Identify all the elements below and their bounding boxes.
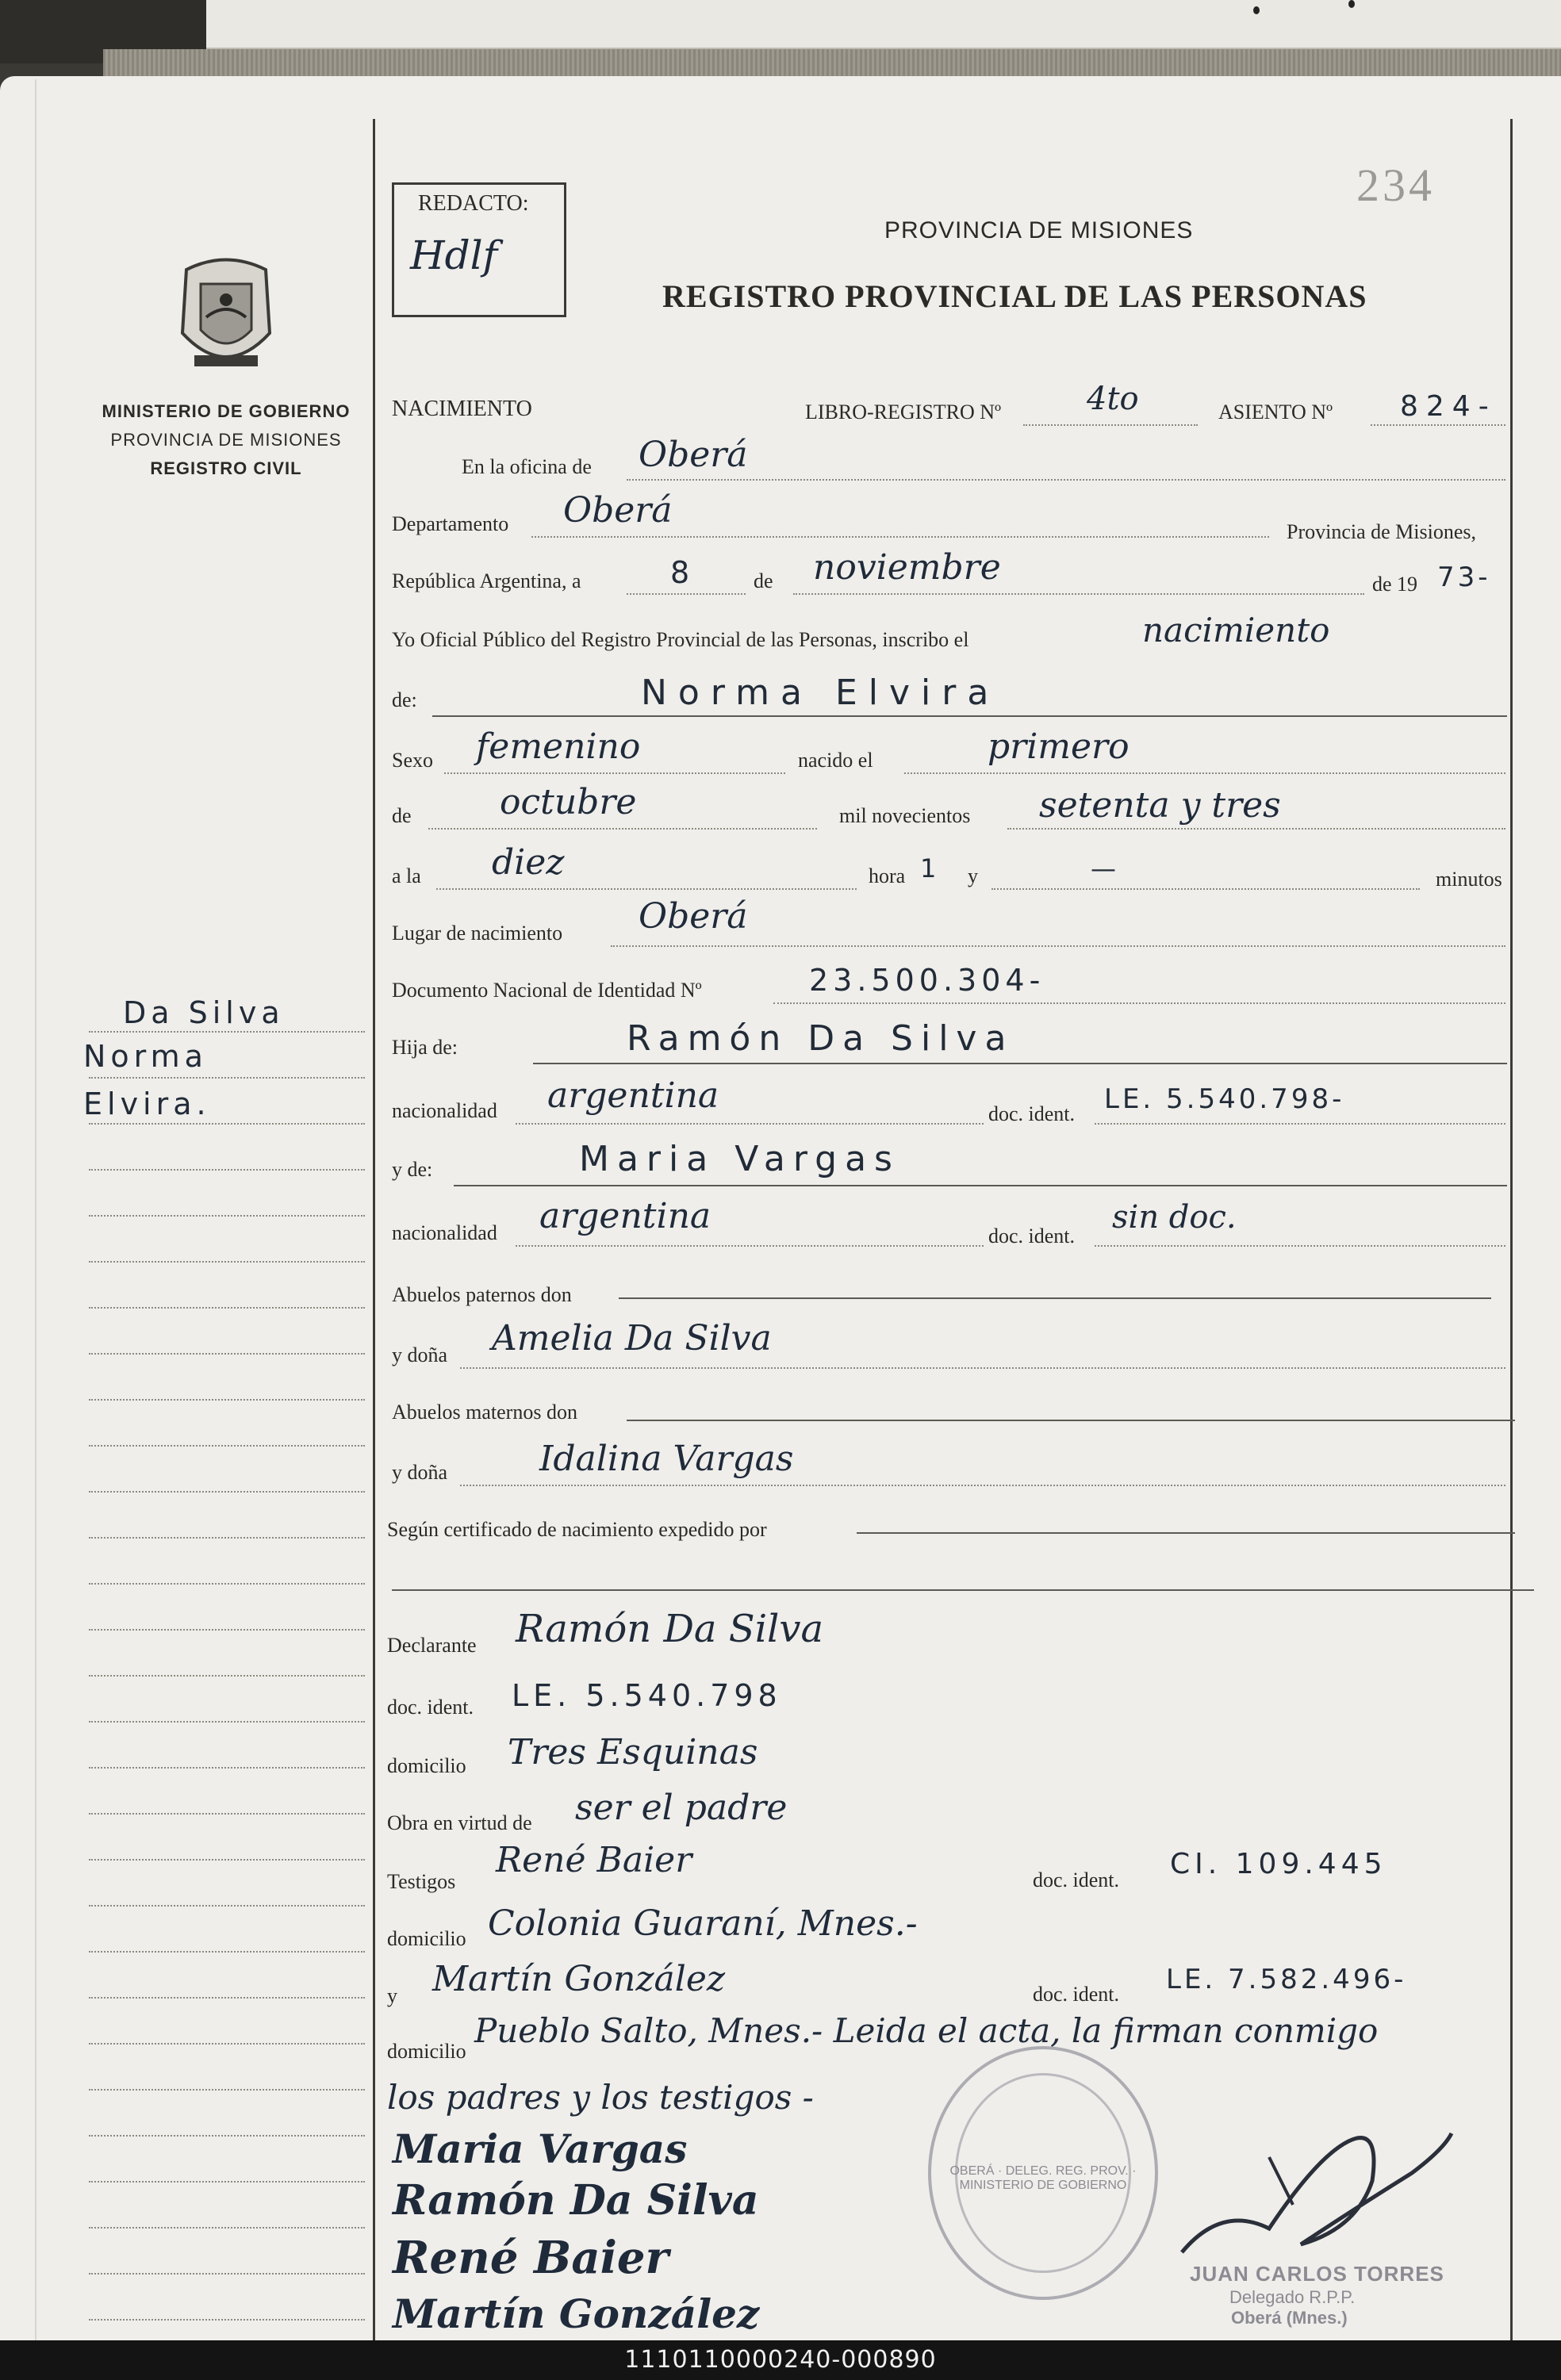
ink-dot [1253,6,1260,14]
coat-of-arms-icon [171,254,282,381]
left-frame-line [373,119,375,2340]
header-province: PROVINCIA DE MISIONES [884,217,1194,243]
page-edge-line [35,79,36,2340]
y-testigo-label: y [387,1984,397,2007]
asiento-label: ASIENTO Nº [1218,400,1333,423]
sidebar-rule-line [89,1721,365,1723]
madre-doc-value: sin doc. [1112,1199,1237,1236]
asiento-value: 824- [1400,390,1497,423]
sidebar-rule-line [89,1353,365,1355]
sidebar-rule-line [89,1537,365,1539]
hora-label: hora [869,864,906,887]
decl-dom-label: domicilio [387,1754,466,1777]
libro-label: LIBRO-REGISTRO Nº [805,400,1002,423]
seal-text: OBERÁ · DELEG. REG. PROV. · MINISTERIO DE GOBIERNO [949,2164,1137,2192]
ydona-p-label: y doña [392,1343,448,1366]
page-number: 234 [1356,159,1435,211]
sidebar-rule-line [89,1491,365,1493]
oficina-label: En la oficina de [462,455,592,478]
abuelos-p-label: Abuelos paternos don [392,1283,572,1306]
minutos-value: — [1091,853,1124,883]
sidebar-rule-line [89,1169,365,1171]
oficial-text: Yo Oficial Público del Registro Provincial de las Personas, inscribo el [392,628,969,651]
image-code-footer: 1110110000240-000890 [0,2340,1561,2380]
sidebar-rule-line [89,1261,365,1263]
ink-dot [1348,0,1355,8]
inscribo-value: nacimiento [1142,611,1330,650]
lugar-value: Oberá [639,896,748,937]
sidebar-rule-line [89,2319,365,2321]
signature-witness1: René Baier [393,2232,669,2284]
de3-label: de [392,804,412,827]
sidebar-ministry: MINISTERIO DE GOBIERNO [102,401,351,421]
testigo2-dom-value: Pueblo Salto, Mnes.- Leida el acta, la firman conmigo [474,2011,1379,2050]
record-type: NACIMIENTO [392,397,532,421]
nacido-value: primero [988,726,1130,767]
lugar-label: Lugar de nacimiento [392,922,563,945]
hora-value: diez [492,842,565,883]
republica-label: República Argentina, a [392,569,581,592]
padre-nac-label: nacionalidad [392,1099,497,1122]
mes-nac-value: octubre [500,782,637,822]
mil-label: mil novecientos [839,804,971,827]
libro-value: 4to [1087,381,1139,417]
obra-value: ser el padre [575,1788,788,1828]
decl-doc-value: LE. 5.540.798 [512,1678,782,1713]
sexo-value: femenino [476,726,641,767]
departamento-value: Oberá [563,490,673,531]
yde-label: y de: [392,1158,433,1181]
sidebar-rule-line [89,1307,365,1309]
sidebar-rule-line [89,1583,365,1585]
margin-note-surname: Da Silva [123,995,285,1030]
testigo1-value: René Baier [496,1840,692,1880]
hora-num: 1 [920,853,945,883]
declarante-label: Declarante [387,1634,477,1657]
signature-father: Ramón Da Silva [393,2176,759,2225]
sidebar-rule-line [89,1767,365,1769]
signature-witness2: Martín González [393,2290,760,2337]
right-frame-line [1510,119,1513,2340]
sidebar-rule-line [89,2089,365,2091]
sidebar-rule-line [89,1399,365,1401]
abuela-p-value: Amelia Da Silva [492,1318,772,1359]
padre-doc-label: doc. ident. [988,1102,1076,1125]
padre-doc-value: LE. 5.540.798- [1104,1083,1345,1115]
testigo2-doc-value: LE. 7.582.496- [1166,1964,1407,1995]
madre-nac-value: argentina [539,1196,711,1236]
ydona-m-label: y doña [392,1461,448,1484]
redacto-box [392,182,566,317]
sidebar-rule-line [89,2043,365,2045]
decl-doc-label: doc. ident. [387,1696,474,1719]
anio-value: 73- [1437,561,1491,593]
minutos-label: minutos [1436,868,1502,891]
testigo1-dom-label: domicilio [387,1927,466,1950]
dni-label: Documento Nacional de Identidad Nº [392,979,702,1002]
testigo1-doc-value: CI. 109.445 [1170,1848,1387,1880]
sidebar-rule-line [89,1905,365,1907]
sidebar-rule-line [89,2135,365,2137]
testigo2-doc-label: doc. ident. [1033,1983,1120,2006]
oficina-value: Oberá [639,435,748,475]
mes-value: noviembre [813,547,1001,588]
madre-value: Maria Vargas [579,1139,900,1179]
header-registry-title: REGISTRO PROVINCIAL DE LAS PERSONAS [662,278,1367,314]
declarante-value: Ramón Da Silva [516,1607,824,1651]
nombre-value: Norma Elvira [641,673,1000,713]
testigos-label: Testigos [387,1870,456,1893]
sidebar-rule-line [89,2181,365,2183]
testigo2-value: Martín González [432,1959,726,1999]
sidebar-rule-line [89,1997,365,1999]
abuela-m-value: Idalina Vargas [539,1439,794,1479]
sidebar-rule-line [89,1215,365,1217]
de-label: de [754,569,773,592]
redacto-label: REDACTO: [418,191,529,216]
official-signature-icon [1174,2110,1459,2284]
ala-label: a la [392,864,421,887]
sidebar-rule-line [89,1859,365,1861]
nacido-label: nacido el [798,749,873,772]
padre-value: Ramón Da Silva [627,1018,1014,1059]
obra-label: Obra en virtud de [387,1811,532,1834]
sidebar-province: PROVINCIA DE MISIONES [110,430,342,450]
official-seal [928,2046,1158,2300]
padre-nac-value: argentina [547,1075,719,1116]
hijo-label: Hija de: [392,1036,458,1059]
provincia-suffix: Provincia de Misiones, [1287,520,1477,543]
sidebar-rule-line [89,1445,365,1447]
madre-nac-label: nacionalidad [392,1221,497,1244]
sidebar-rule-line [89,1629,365,1631]
sidebar-rule-line [89,1077,365,1079]
testigo1-doc-label: doc. ident. [1033,1868,1120,1891]
decl-dom-value: Tres Esquinas [508,1732,758,1773]
anio-prefix: de 19 [1372,573,1418,596]
sidebar-rule-line [89,1123,365,1125]
sidebar-registry: REGISTRO CIVIL [150,458,302,478]
abuelos-m-label: Abuelos maternos don [392,1401,577,1424]
sidebar-rule-line [89,1031,365,1033]
sidebar-rule-line [89,1675,365,1677]
official-title: Delegado R.P.P. [1229,2287,1356,2307]
sidebar-rule-line [89,2273,365,2275]
margin-note-name2: Elvira. [83,1087,211,1121]
closing-text: los padres y los testigos - [387,2078,814,2117]
official-name: JUAN CARLOS TORRES [1190,2262,1444,2286]
testigo2-dom-label: domicilio [387,2040,466,2063]
redacto-initials: Hdlf [410,232,498,278]
sidebar-rule-line [89,1813,365,1815]
sidebar-rule-line [89,2227,365,2229]
dni-value: 23.500.304- [809,963,1045,998]
anio-nac-value: setenta y tres [1039,785,1281,826]
signature-mother: Maria Vargas [393,2125,688,2172]
departamento-label: Departamento [392,512,509,535]
sidebar-rule-line [89,1951,365,1953]
testigo1-dom-value: Colonia Guaraní, Mnes.- [488,1903,918,1944]
sexo-label: Sexo [392,749,433,772]
certificado-label: Según certificado de nacimiento expedido por [387,1518,767,1541]
de2-label: de: [392,688,417,711]
y-label: y [968,864,978,887]
top-sheet-edge [206,0,1561,49]
official-place: Oberá (Mnes.) [1231,2308,1348,2328]
madre-doc-label: doc. ident. [988,1224,1076,1247]
dia-value: 8 [670,555,698,590]
margin-note-name: Norma [83,1039,208,1074]
